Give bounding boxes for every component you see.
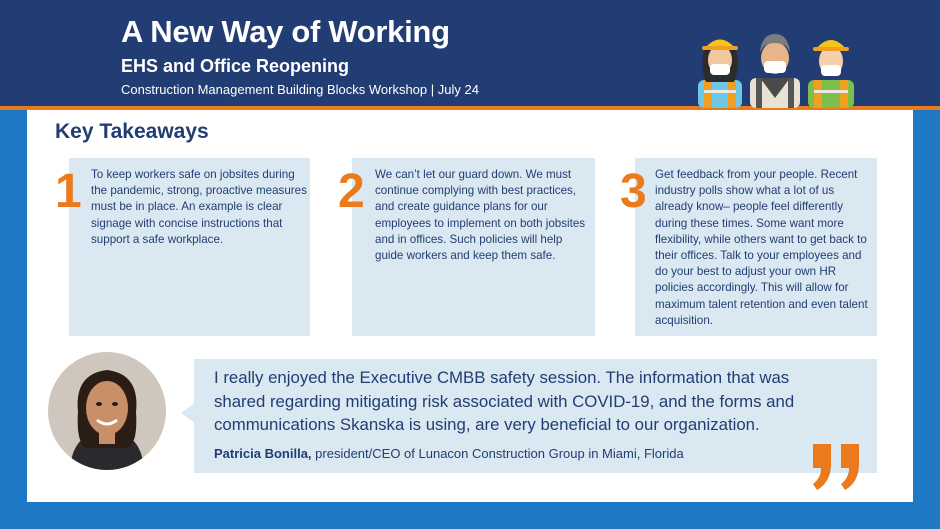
avatar-photo — [48, 352, 166, 470]
testimonial-name: Patricia Bonilla, — [214, 446, 312, 461]
event-meta: Construction Management Building Blocks Workshop | July 24 — [121, 82, 479, 97]
takeaway-text-1: To keep workers safe on jobsites during the pandemic, strong, proactive measures must be in place. An example is clear signage with concise instructions that support a safe workplace. — [91, 168, 307, 246]
testimonial-attribution — [214, 446, 684, 461]
testimonial-quote: I really enjoyed the Executive CMBB safety session. The information that was shared regarding mitigating risk associated with COVID-19, and the forms and communications Skanska is using, are very beneficial to our organization. — [214, 368, 795, 434]
worker-right-figure — [808, 40, 854, 108]
takeaway-text-3: Get feedback from your people. Recent industry polls show what a lot of us already know– people feel differently during these times. Some want more flexibility, while others want to get back to their offices. Talk to your employees and do your best to adjust your own HR policies accordingly. This will allow for maximum talent retention and even talent acquisition. — [655, 168, 868, 327]
takeaway-number-2: 2 — [338, 165, 365, 218]
section-title: Key Takeaways — [55, 120, 209, 143]
takeaway-text-2: We can’t let our guard down. We must continue complying with best practices, and create guidance plans for our employees to implement on both jobsites and in offices. Such policies will help guide workers and keep them safe. — [375, 168, 586, 263]
worker-left-figure — [698, 40, 742, 109]
testimonial-role: president/CEO of Lunacon Construction Group in Miami, Florida — [315, 446, 684, 461]
workers-illustration — [690, 28, 862, 108]
quote-marks-icon — [809, 440, 865, 492]
avatar — [48, 352, 166, 470]
worker-middle-figure — [750, 34, 800, 108]
takeaway-number-3: 3 — [620, 165, 647, 218]
page-title: A New Way of Working — [121, 14, 450, 49]
takeaway-number-1: 1 — [55, 165, 82, 218]
quote-pointer — [181, 403, 195, 423]
page-subtitle: EHS and Office Reopening — [121, 56, 350, 76]
